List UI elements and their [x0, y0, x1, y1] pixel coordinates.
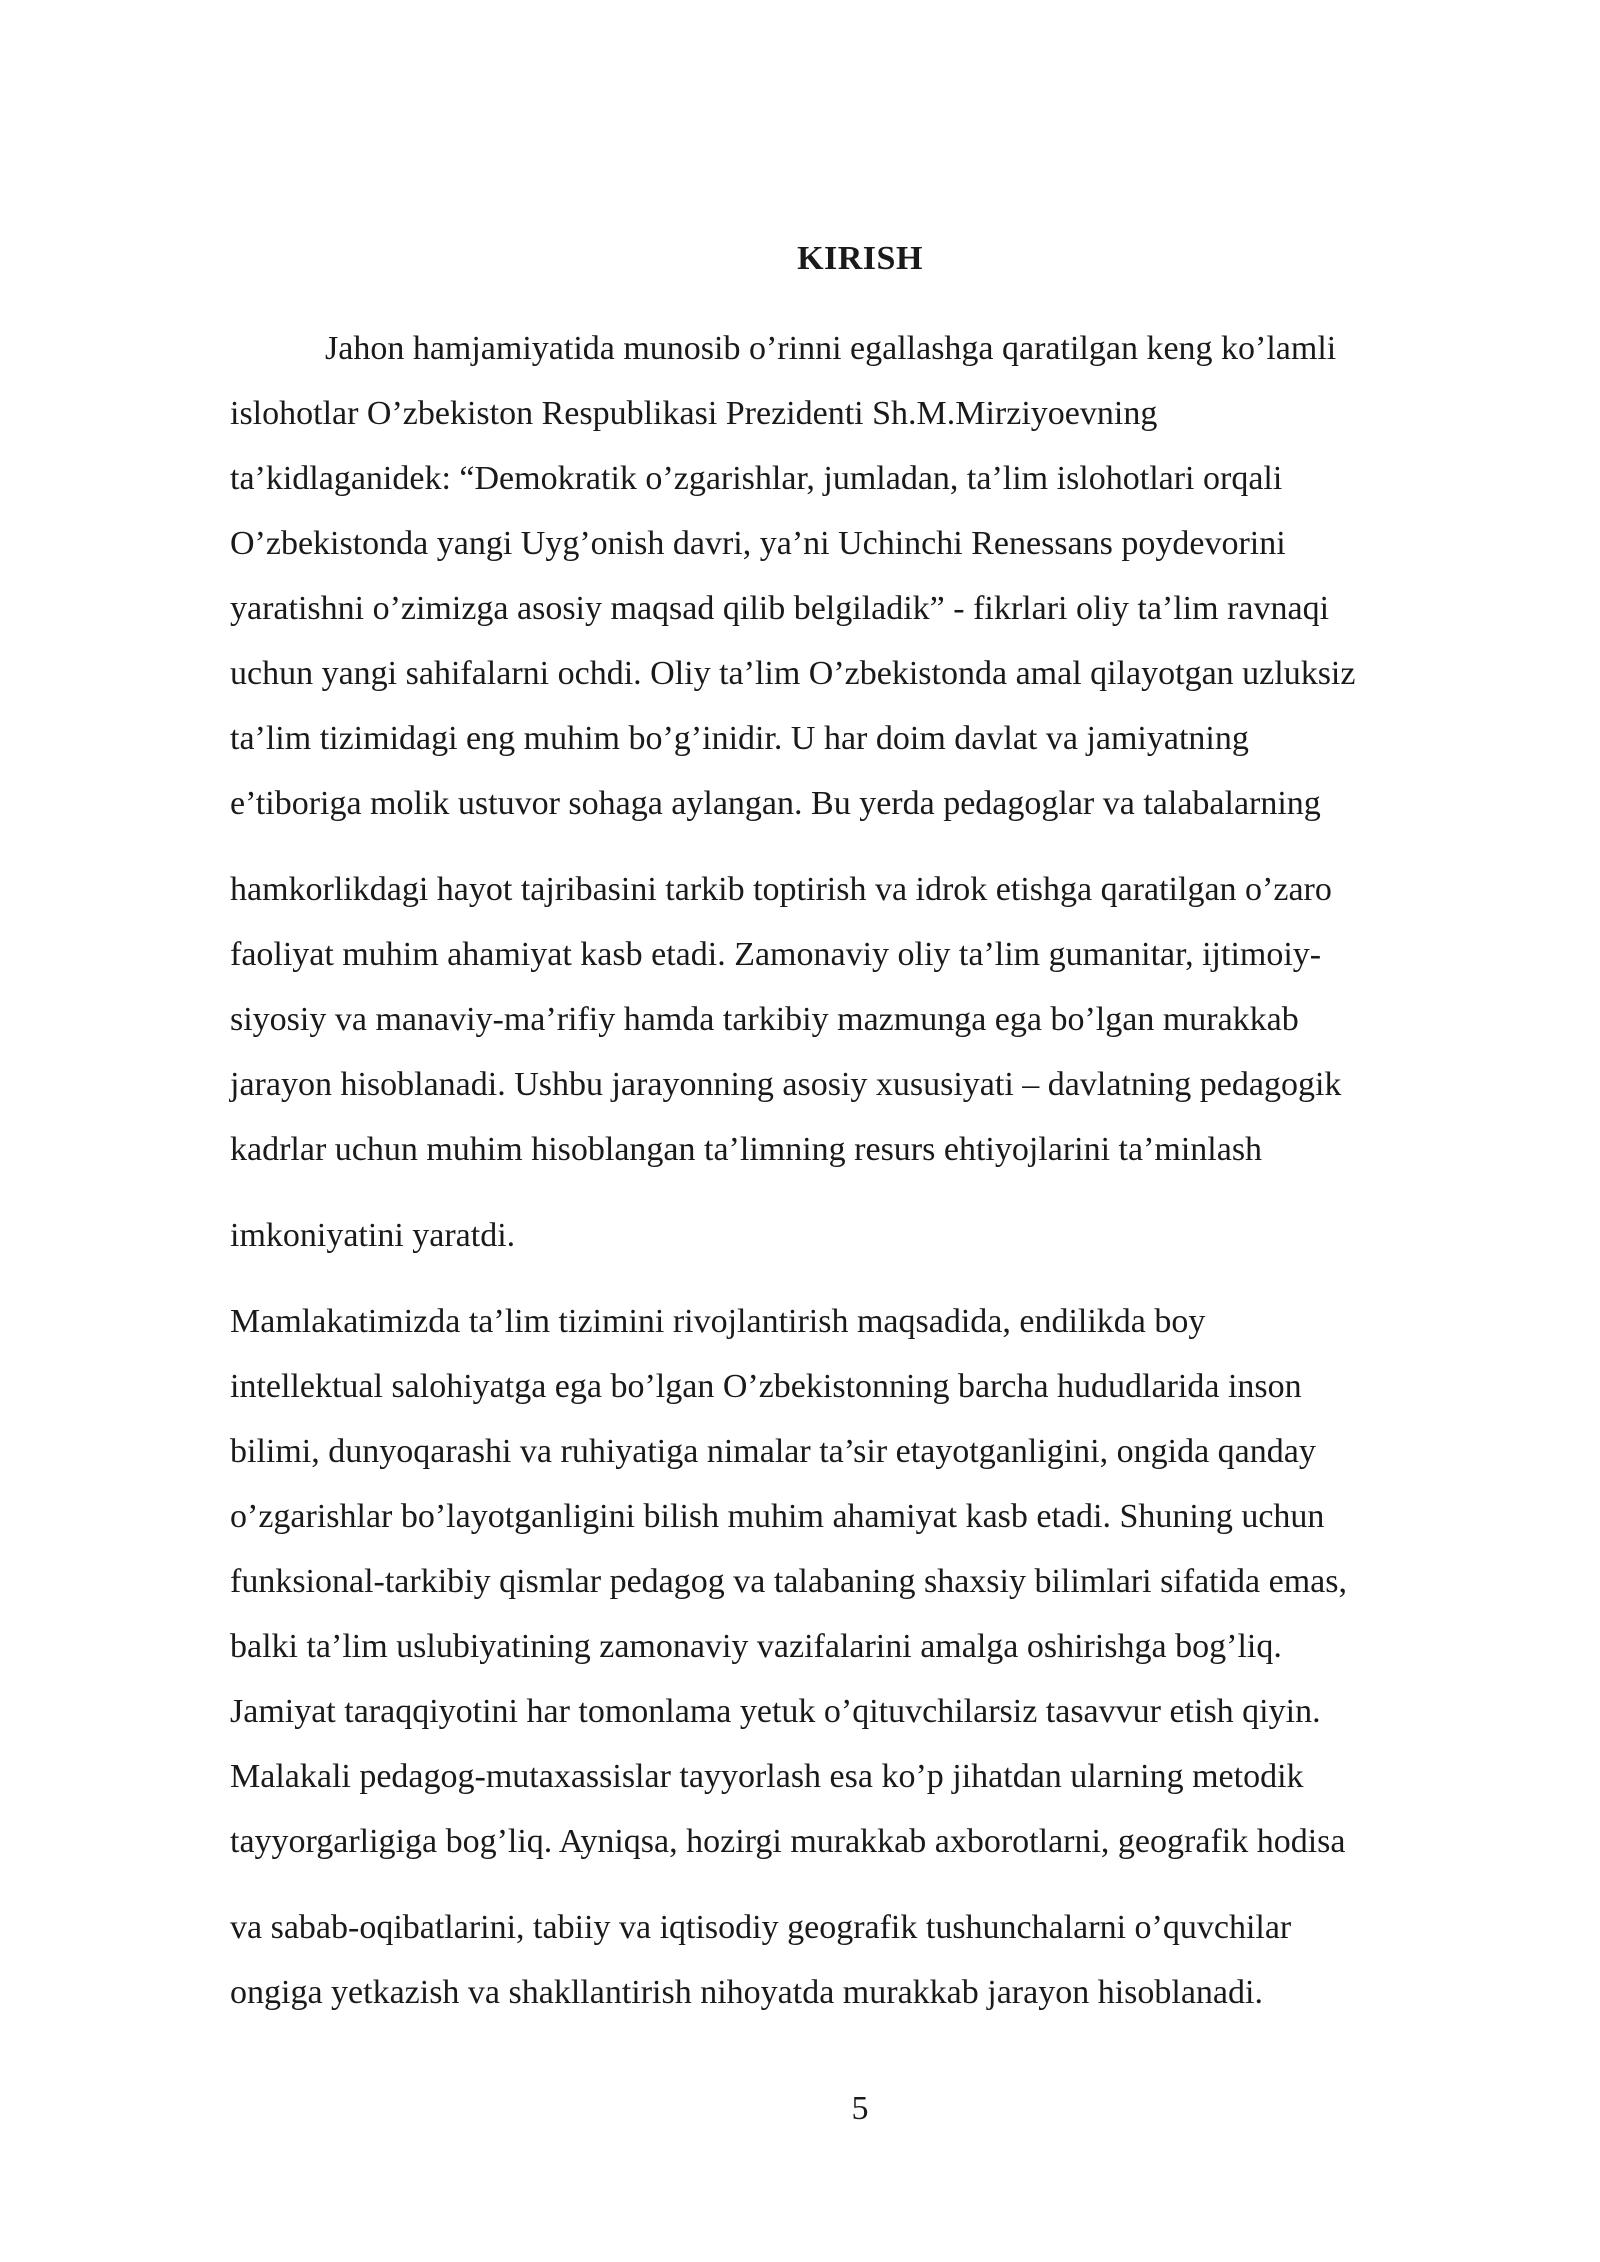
text-line: tayyorgarligiga bog’liq. Ayniqsa, hozirgi murakkab axborotlarni, geografik hodisa [230, 1823, 1346, 1860]
text-line: intellektual salohiyatga ega bo’lgan O’zbekistonning barcha hududlarida inson [230, 1368, 1302, 1405]
text-line: bilimi, dunyoqarashi va ruhiyatiga nimalar ta’sir etayotganligini, ongida qanday [230, 1433, 1316, 1470]
text-line: yaratishni o’zimizga asosiy maqsad qilib belgiladik” - fikrlari oliy ta’lim ravnaqi [230, 590, 1330, 627]
text-line: siyosiy va manaviy-ma’rifiy hamda tarkibiy mazmunga ega bo’lgan murakkab [230, 1001, 1299, 1038]
text-line: kadrlar uchun muhim hisoblangan ta’limning resurs ehtiyojlarini ta’minlash [230, 1131, 1263, 1168]
text-line: faoliyat muhim ahamiyat kasb etadi. Zamonaviy oliy ta’lim gumanitar, ijtimoiy- [230, 936, 1322, 973]
text-line: ta’kidlaganidek: “Demokratik o’zgarishlar, jumladan, ta’lim islohotlari orqali [230, 460, 1283, 497]
text-line: e’tiboriga molik ustuvor sohaga aylangan. Bu yerda pedagoglar va talabalarning [230, 785, 1321, 822]
text-line: va sabab-oqibatlarini, tabiiy va iqtisodiy geografik tushunchalarni o’quvchilar [230, 1909, 1292, 1946]
page-number: 5 [851, 2090, 869, 2127]
text-line: Jahon hamjamiyatida munosib o’rinni egallashga qaratilgan keng ko’lamli [325, 330, 1337, 367]
page-title: KIRISH [797, 240, 923, 277]
text-line: ongiga yetkazish va shakllantirish nihoyatda murakkab jarayon hisoblanadi. [230, 1974, 1263, 2011]
text-line: ta’lim tizimidagi eng muhim bo’g’inidir. U har doim davlat va jamiyatning [230, 720, 1249, 757]
text-line: Jamiyat taraqqiyotini har tomonlama yetuk o’qituvchilarsiz tasavvur etish qiyin. [230, 1693, 1321, 1730]
text-line: o’zgarishlar bo’layotganligini bilish muhim ahamiyat kasb etadi. Shuning uchun [230, 1498, 1325, 1535]
text-line: imkoniyatini yaratdi. [230, 1217, 516, 1254]
text-line: jarayon hisoblanadi. Ushbu jarayonning asosiy xususiyati – davlatning pedagogik [230, 1066, 1342, 1103]
text-line: Malakali pedagog-mutaxassislar tayyorlash esa ko’p jihatdan ularning metodik [230, 1758, 1304, 1795]
text-line: uchun yangi sahifalarni ochdi. Oliy ta’lim O’zbekistonda amal qilayotgan uzluksiz [230, 655, 1356, 692]
text-line: hamkorlikdagi hayot tajribasini tarkib toptirish va idrok etishga qaratilgan o’zaro [230, 871, 1332, 908]
text-line: funksional-tarkibiy qismlar pedagog va talabaning shaxsiy bilimlari sifatida emas, [230, 1563, 1348, 1600]
text-line: islohotlar O’zbekiston Respublikasi Prezidenti Sh.M.Mirziyoevning [230, 395, 1158, 432]
text-line: balki ta’lim uslubiyatining zamonaviy vazifalarini amalga oshirishga bog’liq. [230, 1628, 1282, 1665]
text-line: Mamlakatimizda ta’lim tizimini rivojlantirish maqsadida, endilikda boy [230, 1303, 1206, 1340]
text-line: O’zbekistonda yangi Uyg’onish davri, ya’ni Uchinchi Renessans poydevorini [230, 525, 1286, 562]
